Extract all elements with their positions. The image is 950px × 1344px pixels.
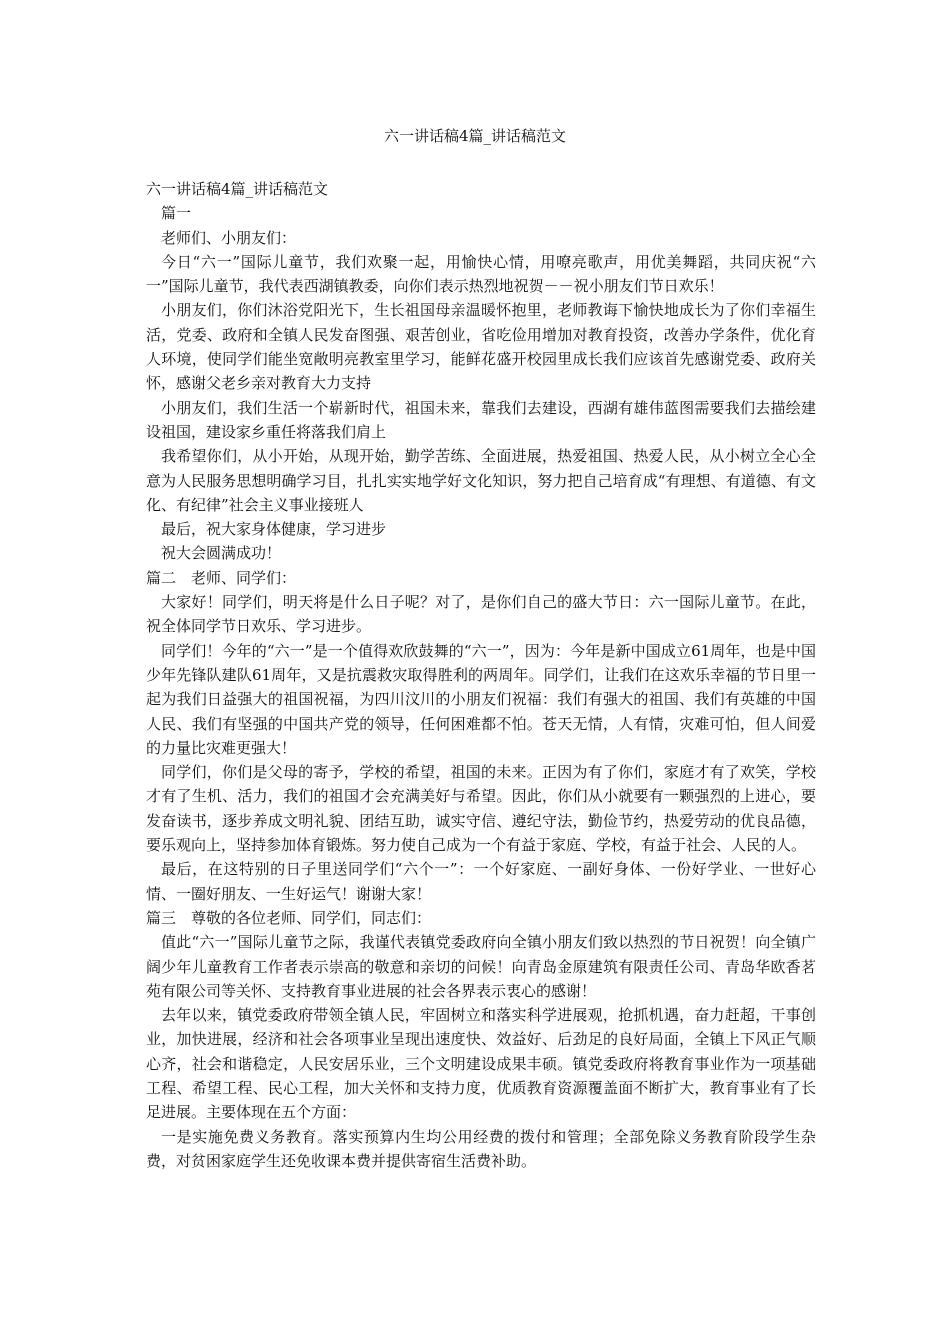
paragraph: 小朋友们，我们生活一个崭新时代，祖国未来，靠我们去建设，西湖有雄伟蓝图需要我们去描绘建设祖国，建设家乡重任将落我们肩上 <box>146 398 816 441</box>
paragraph: 去年以来，镇党委政府带领全镇人民，牢固树立和落实科学进展观，抢抓机遇，奋力赶超，干事创业，加快进展，经济和社会各项事业呈现出速度快、效益好、后劲足的良好局面，全镇上下风正气顺心齐，社会和谐稳定，人民安居乐业，三个文明建设成果丰硕。镇党委政府将教育事业作为一项基础工程、希望工程、民心工程，加大关怀和支持力度，优质教育资源覆盖面不断扩大，教育事业有了长足进展。主要体现在五个方面： <box>146 1006 816 1122</box>
paragraph: 一是实施免费义务教育。落实预算内生均公用经费的拨付和管理；全部免除义务教育阶段学生杂费，对贫困家庭学生还免收课本费并提供寄宿生活费补助。 <box>146 1127 816 1170</box>
paragraph: 值此“六一”国际儿童节之际，我谨代表镇党委政府向全镇小朋友们致以热烈的节日祝贺！向全镇广阔少年儿童教育工作者表示崇高的敬意和亲切的问候！向青岛金原建筑有限责任公司、青岛华欧香茗苑有限公司等关怀、支持教育事业进展的社会各界表示衷心的感谢！ <box>146 933 816 1000</box>
document-title: 六一讲话稿4篇_讲话稿范文 <box>383 127 567 145</box>
document-body <box>146 177 816 1173</box>
paragraph: 我希望你们，从小开始，从现开始，勤学苦练、全面进展，热爱祖国、热爱人民，从小树立全心全意为人民服务思想明确学习目，扎扎实实地学好文化知识，努力把自己培育成“有理想、有道德、有文化、有纪律”社会主义事业接班人 <box>146 447 816 514</box>
paragraph: 篇一 <box>161 204 192 223</box>
paragraph: 老师们、小朋友们： <box>161 228 297 247</box>
paragraph: 篇三 尊敬的各位老师、同学们，同志们： <box>146 908 432 927</box>
paragraph: 最后，在这特别的日子里送同学们“六个一”：一个好家庭、一副好身体、一份好学业、一世好心情、一圈好朋友、一生好运气！谢谢大家！ <box>146 860 816 903</box>
paragraph: 最后，祝大家身体健康，学习进步 <box>161 520 387 539</box>
paragraph: 大家好！同学们，明天将是什么日子呢？对了，是你们自己的盛大节日：六一国际儿童节。在此，祝全体同学节日欢乐、学习进步。 <box>146 593 816 636</box>
paragraph: 同学们！今年的“六一”是一个值得欢欣鼓舞的“六一”，因为：今年是新中国成立61周年，也是中国少年先锋队建队61周年，又是抗震救灾取得胜利的两周年。同学们，让我们在这欢乐幸福的节日里一起为我们日益强大的祖国祝福，为四川汶川的小朋友们祝福：我们有强大的祖国、我们有英雄的中国人民、我们有坚强的中国共产党的领导，任何困难都不怕。苍天无情，人有情，灾难可怕，但人间爱的力量比灾难更强大！ <box>146 641 816 757</box>
paragraph: 祝大会圆满成功！ <box>161 544 282 563</box>
paragraph: 小朋友们，你们沐浴党阳光下，生长祖国母亲温暖怀抱里，老师教诲下愉快地成长为了你们幸福生活，党委、政府和全镇人民发奋图强、艰苦创业，省吃俭用增加对教育投资，改善办学条件，优化育人环境，使同学们能坐宽敞明亮教室里学习，能鲜花盛开校园里成长我们应该首先感谢党委、政府关怀，感谢父老乡亲对教育大力支持 <box>146 301 816 393</box>
paragraph: 同学们，你们是父母的寄予，学校的希望，祖国的未来。正因为有了你们，家庭才有了欢笑，学校才有了生机、活力，我们的祖国才会充满美好与希望。因此，你们从小就要有一颗强烈的上进心，要发奋读书，逐步养成文明礼貌、团结互助，诚实守信、遵纪守法，勤俭节约，热爱劳动的优良品德，要乐观向上，坚持参加体育锻炼。努力使自己成为一个有益于家庭、学校，有益于社会、人民的人。 <box>146 763 816 855</box>
paragraph: 今日“六一”国际儿童节，我们欢聚一起，用愉快心情，用嘹亮歌声，用优美舞蹈，共同庆祝“六一”国际儿童节，我代表西湖镇教委，向你们表示热烈地祝贺－－祝小朋友们节日欢乐！ <box>146 252 816 296</box>
paragraph: 篇二 老师、同学们： <box>146 568 297 587</box>
body-heading: 六一讲话稿4篇_讲话稿范文 <box>146 180 329 198</box>
